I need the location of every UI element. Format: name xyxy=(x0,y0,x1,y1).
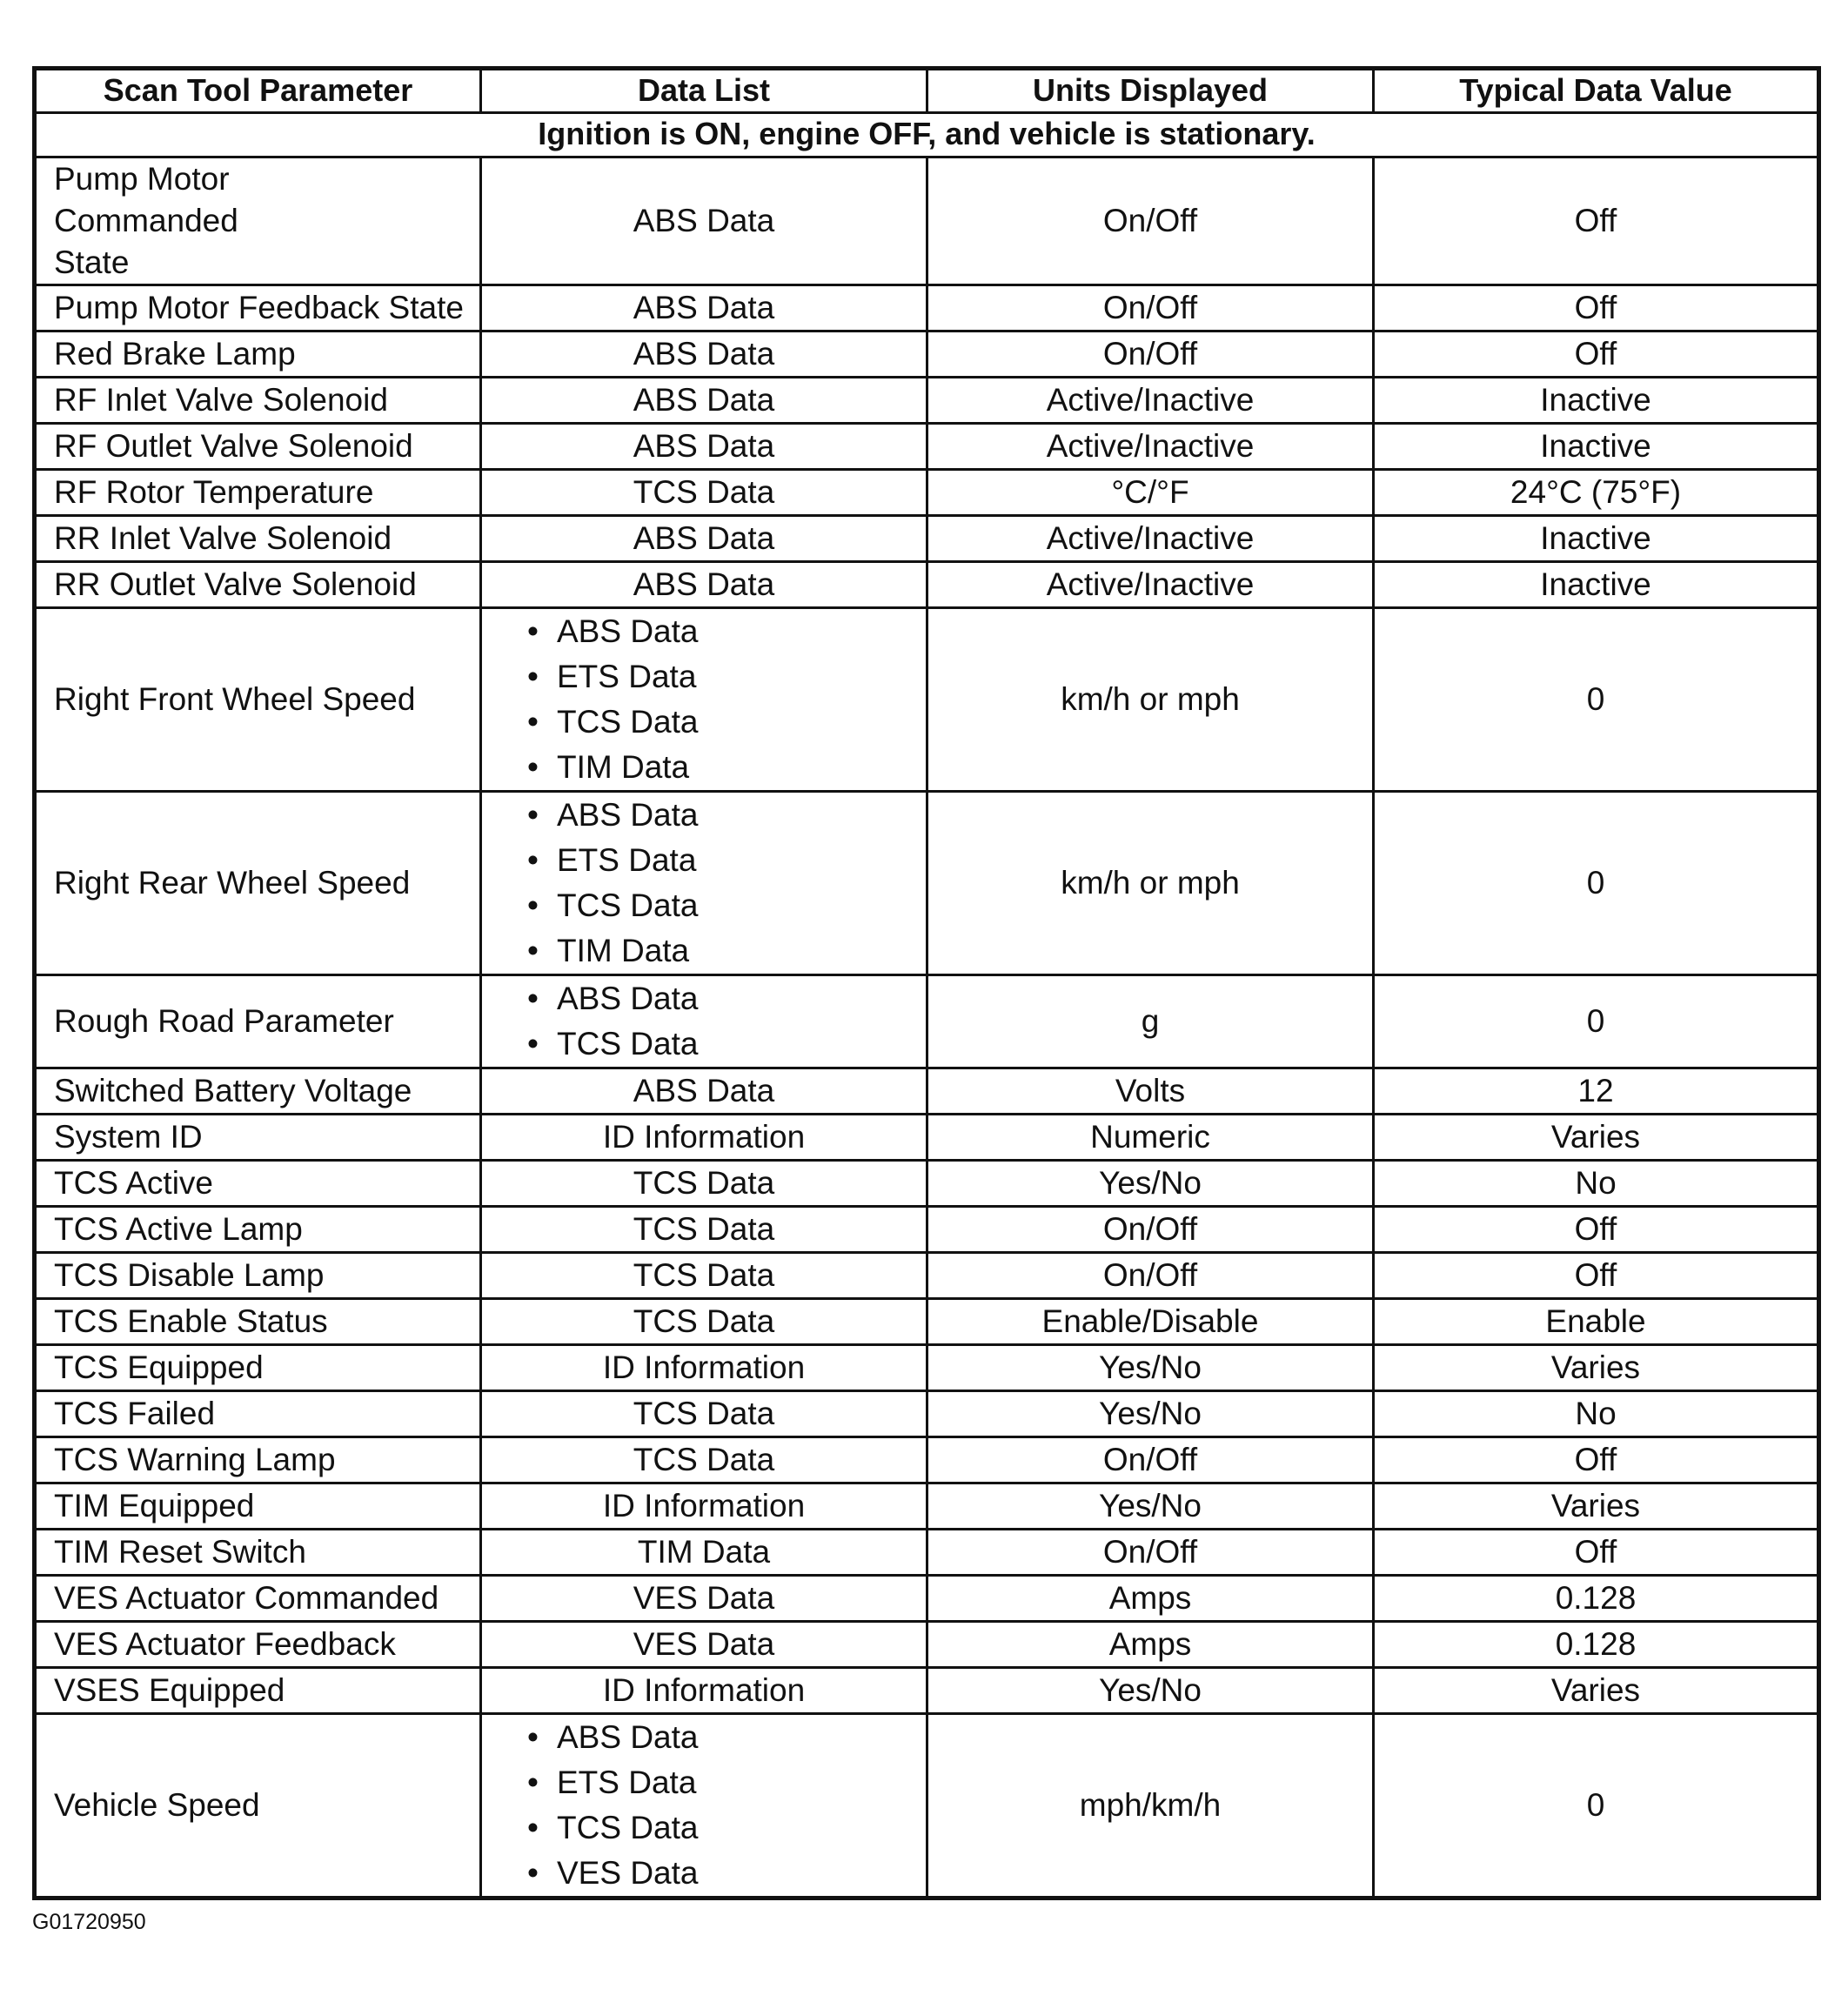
cell-scan-tool-parameter: Switched Battery Voltage xyxy=(35,1068,481,1115)
table-row xyxy=(35,1714,1819,1899)
cell-units-displayed: km/h or mph xyxy=(927,608,1374,792)
cell-data-list: ABS Data xyxy=(481,285,927,331)
cell-scan-tool-parameter: RR Inlet Valve Solenoid xyxy=(35,516,481,562)
cell-data-list: ID Information xyxy=(481,1115,927,1161)
data-list-item: • TIM Data xyxy=(527,928,915,974)
cell-typical-data-value: 12 xyxy=(1374,1068,1819,1115)
cell-units-displayed: Active/Inactive xyxy=(927,378,1374,424)
cell-data-list: TCS Data xyxy=(481,1207,927,1253)
figure-id: G01720950 xyxy=(32,1910,146,1934)
cell-units-displayed: Amps xyxy=(927,1622,1374,1668)
cell-scan-tool-parameter: RF Outlet Valve Solenoid xyxy=(35,424,481,470)
cell-data-list: TIM Data xyxy=(481,1530,927,1576)
cell-scan-tool-parameter: RF Rotor Temperature xyxy=(35,470,481,516)
cell-typical-data-value: 0.128 xyxy=(1374,1576,1819,1622)
data-list-item: • ABS Data xyxy=(527,793,915,838)
table-row xyxy=(35,975,1819,1068)
cell-typical-data-value: Off xyxy=(1374,285,1819,331)
cell-units-displayed: g xyxy=(927,975,1374,1068)
table-row xyxy=(35,1622,1819,1668)
cell-scan-tool-parameter: Red Brake Lamp xyxy=(35,331,481,378)
data-list-item: • TCS Data xyxy=(527,1805,915,1851)
cell-data-list: VES Data xyxy=(481,1576,927,1622)
cell-typical-data-value: Enable xyxy=(1374,1299,1819,1345)
cell-data-list: ABS Data xyxy=(481,331,927,378)
table-row xyxy=(35,1161,1819,1207)
cell-data-list: TCS Data xyxy=(481,470,927,516)
cell-typical-data-value: Off xyxy=(1374,1207,1819,1253)
cell-typical-data-value: 0 xyxy=(1374,975,1819,1068)
cell-data-list xyxy=(481,975,927,1068)
cell-data-list: ABS Data xyxy=(481,424,927,470)
cell-typical-data-value: 0.128 xyxy=(1374,1622,1819,1668)
cell-units-displayed: Active/Inactive xyxy=(927,516,1374,562)
table-row xyxy=(35,157,1819,285)
cell-typical-data-value: Off xyxy=(1374,1437,1819,1483)
cell-units-displayed: Yes/No xyxy=(927,1483,1374,1530)
scan-tool-data-table xyxy=(32,66,1821,1900)
header-units-displayed: Units Displayed xyxy=(927,69,1374,113)
cell-scan-tool-parameter: TCS Equipped xyxy=(35,1345,481,1391)
table-row xyxy=(35,1576,1819,1622)
table-row xyxy=(35,470,1819,516)
table-row xyxy=(35,1068,1819,1115)
header-typical-data-value: Typical Data Value xyxy=(1374,69,1819,113)
table-row xyxy=(35,1207,1819,1253)
cell-units-displayed: Amps xyxy=(927,1576,1374,1622)
cell-units-displayed: On/Off xyxy=(927,1207,1374,1253)
data-list-item: • ABS Data xyxy=(527,976,915,1021)
cell-scan-tool-parameter: Rough Road Parameter xyxy=(35,975,481,1068)
data-list-bullets xyxy=(492,976,915,1067)
cell-scan-tool-parameter: TCS Failed xyxy=(35,1391,481,1437)
cell-data-list: ID Information xyxy=(481,1483,927,1530)
cell-data-list: TCS Data xyxy=(481,1391,927,1437)
cell-typical-data-value: 0 xyxy=(1374,608,1819,792)
cell-scan-tool-parameter: TCS Disable Lamp xyxy=(35,1253,481,1299)
cell-units-displayed: On/Off xyxy=(927,285,1374,331)
cell-units-displayed: Volts xyxy=(927,1068,1374,1115)
cell-scan-tool-parameter: Pump Motor Feedback State xyxy=(35,285,481,331)
cell-units-displayed: Yes/No xyxy=(927,1345,1374,1391)
condition-text: Ignition is ON, engine OFF, and vehicle is stationary. xyxy=(35,112,1819,157)
cell-units-displayed: On/Off xyxy=(927,1530,1374,1576)
cell-units-displayed: km/h or mph xyxy=(927,792,1374,975)
table-row xyxy=(35,1345,1819,1391)
cell-scan-tool-parameter: VES Actuator Commanded xyxy=(35,1576,481,1622)
data-list-item: • TCS Data xyxy=(527,1021,915,1067)
cell-scan-tool-parameter: Vehicle Speed xyxy=(35,1714,481,1899)
cell-data-list: ABS Data xyxy=(481,562,927,608)
table-row xyxy=(35,1668,1819,1714)
table-row xyxy=(35,378,1819,424)
cell-typical-data-value: Varies xyxy=(1374,1668,1819,1714)
table-row xyxy=(35,1483,1819,1530)
cell-units-displayed: Numeric xyxy=(927,1115,1374,1161)
data-list-item: • TIM Data xyxy=(527,745,915,790)
table-row xyxy=(35,1530,1819,1576)
cell-typical-data-value: Off xyxy=(1374,331,1819,378)
data-list-item: • VES Data xyxy=(527,1851,915,1896)
cell-typical-data-value: No xyxy=(1374,1161,1819,1207)
cell-data-list: TCS Data xyxy=(481,1437,927,1483)
cell-units-displayed: On/Off xyxy=(927,157,1374,285)
cell-typical-data-value: Varies xyxy=(1374,1483,1819,1530)
cell-scan-tool-parameter: Right Rear Wheel Speed xyxy=(35,792,481,975)
cell-data-list xyxy=(481,792,927,975)
cell-units-displayed: Yes/No xyxy=(927,1668,1374,1714)
data-list-bullets xyxy=(492,1715,915,1896)
data-list-item: • TCS Data xyxy=(527,883,915,928)
data-list-bullets xyxy=(492,793,915,974)
data-list-bullets xyxy=(492,609,915,790)
header-data-list: Data List xyxy=(481,69,927,113)
cell-units-displayed: Enable/Disable xyxy=(927,1299,1374,1345)
cell-data-list: ABS Data xyxy=(481,378,927,424)
cell-units-displayed: On/Off xyxy=(927,331,1374,378)
cell-data-list: TCS Data xyxy=(481,1299,927,1345)
cell-scan-tool-parameter: TIM Reset Switch xyxy=(35,1530,481,1576)
cell-units-displayed: Active/Inactive xyxy=(927,562,1374,608)
cell-data-list: ID Information xyxy=(481,1668,927,1714)
cell-data-list: ID Information xyxy=(481,1345,927,1391)
table-row xyxy=(35,562,1819,608)
header-row xyxy=(35,69,1819,113)
cell-data-list: ABS Data xyxy=(481,516,927,562)
table-row xyxy=(35,608,1819,792)
cell-scan-tool-parameter: RR Outlet Valve Solenoid xyxy=(35,562,481,608)
table-row xyxy=(35,424,1819,470)
table-row xyxy=(35,792,1819,975)
cell-typical-data-value: Off xyxy=(1374,1530,1819,1576)
cell-data-list xyxy=(481,1714,927,1899)
cell-units-displayed: Active/Inactive xyxy=(927,424,1374,470)
cell-scan-tool-parameter: System ID xyxy=(35,1115,481,1161)
cell-units-displayed: On/Off xyxy=(927,1253,1374,1299)
data-list-item: • ABS Data xyxy=(527,609,915,654)
cell-typical-data-value: 0 xyxy=(1374,792,1819,975)
cell-data-list: TCS Data xyxy=(481,1161,927,1207)
data-list-item: • TCS Data xyxy=(527,700,915,745)
cell-scan-tool-parameter: VES Actuator Feedback xyxy=(35,1622,481,1668)
condition-row xyxy=(35,112,1819,157)
data-list-item: • ETS Data xyxy=(527,1760,915,1805)
cell-typical-data-value: Inactive xyxy=(1374,516,1819,562)
cell-typical-data-value: Off xyxy=(1374,1253,1819,1299)
cell-scan-tool-parameter: TCS Active Lamp xyxy=(35,1207,481,1253)
data-list-item: • ETS Data xyxy=(527,654,915,700)
cell-scan-tool-parameter: Pump Motor Commanded State xyxy=(35,157,481,285)
table-row xyxy=(35,1299,1819,1345)
data-list-item: • ETS Data xyxy=(527,838,915,883)
cell-scan-tool-parameter: RF Inlet Valve Solenoid xyxy=(35,378,481,424)
table-row xyxy=(35,1391,1819,1437)
cell-data-list: ABS Data xyxy=(481,1068,927,1115)
table-row xyxy=(35,1115,1819,1161)
cell-typical-data-value: No xyxy=(1374,1391,1819,1437)
cell-scan-tool-parameter: TCS Warning Lamp xyxy=(35,1437,481,1483)
header-scan-tool-parameter: Scan Tool Parameter xyxy=(35,69,481,113)
cell-units-displayed: °C/°F xyxy=(927,470,1374,516)
table-row xyxy=(35,331,1819,378)
cell-typical-data-value: Inactive xyxy=(1374,424,1819,470)
cell-typical-data-value: 24°C (75°F) xyxy=(1374,470,1819,516)
cell-typical-data-value: Inactive xyxy=(1374,562,1819,608)
table-row xyxy=(35,516,1819,562)
cell-units-displayed: Yes/No xyxy=(927,1391,1374,1437)
data-list-item: • ABS Data xyxy=(527,1715,915,1760)
cell-scan-tool-parameter: TCS Active xyxy=(35,1161,481,1207)
cell-typical-data-value: 0 xyxy=(1374,1714,1819,1899)
cell-units-displayed: Yes/No xyxy=(927,1161,1374,1207)
cell-scan-tool-parameter: TIM Equipped xyxy=(35,1483,481,1530)
cell-units-displayed: On/Off xyxy=(927,1437,1374,1483)
table-row xyxy=(35,1437,1819,1483)
cell-scan-tool-parameter: TCS Enable Status xyxy=(35,1299,481,1345)
cell-scan-tool-parameter: VSES Equipped xyxy=(35,1668,481,1714)
cell-data-list: TCS Data xyxy=(481,1253,927,1299)
cell-typical-data-value: Inactive xyxy=(1374,378,1819,424)
cell-typical-data-value: Off xyxy=(1374,157,1819,285)
cell-data-list: VES Data xyxy=(481,1622,927,1668)
cell-scan-tool-parameter: Right Front Wheel Speed xyxy=(35,608,481,792)
cell-typical-data-value: Varies xyxy=(1374,1345,1819,1391)
table-row xyxy=(35,285,1819,331)
table-row xyxy=(35,1253,1819,1299)
cell-typical-data-value: Varies xyxy=(1374,1115,1819,1161)
cell-units-displayed: mph/km/h xyxy=(927,1714,1374,1899)
cell-data-list xyxy=(481,608,927,792)
cell-data-list: ABS Data xyxy=(481,157,927,285)
